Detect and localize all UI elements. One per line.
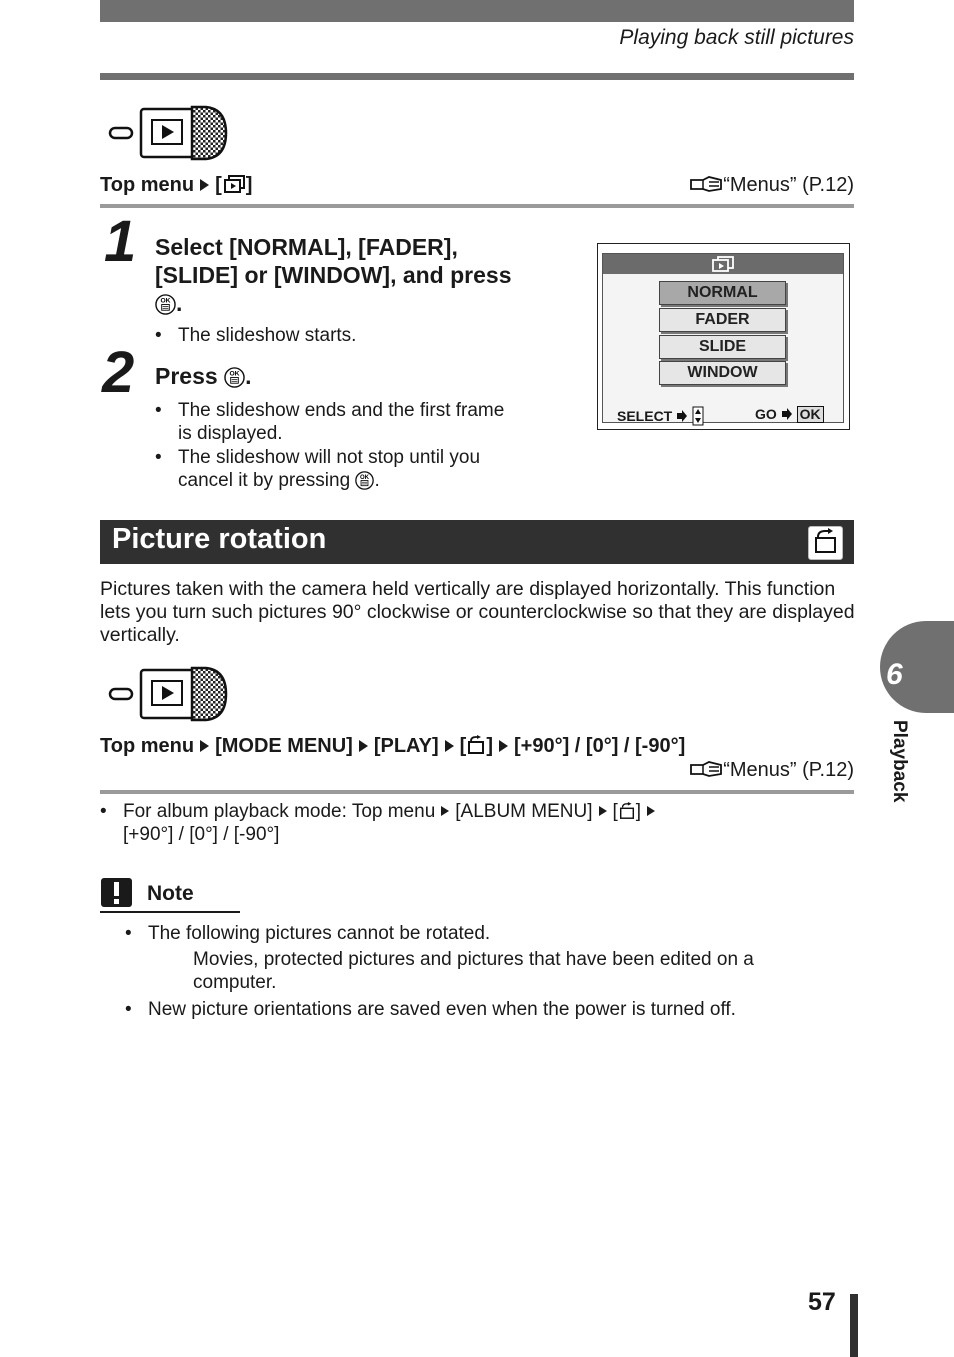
step-number: 1 — [104, 209, 137, 274]
chapter-number: 6 — [886, 658, 903, 691]
lcd-option-slide[interactable]: SLIDE — [659, 335, 786, 359]
slideshow-icon — [222, 174, 246, 194]
lcd-go-hint: GO OK — [755, 406, 824, 423]
section-rule — [100, 790, 854, 794]
step-number: 2 — [102, 340, 135, 405]
svg-text:OK: OK — [360, 474, 370, 481]
lcd-title-bar — [603, 254, 843, 274]
lcd-ok-key: OK — [797, 406, 824, 423]
rotate-icon — [618, 802, 636, 820]
header-title: Playing back still pictures — [619, 26, 854, 49]
header-rule — [100, 73, 854, 80]
slideshow-menu-path: Top menu [ ] — [100, 174, 253, 196]
arrow-right-icon — [676, 410, 688, 422]
arrow-right-icon — [200, 179, 209, 191]
arrow-right-icon — [781, 408, 793, 420]
list-item: • The slideshow starts. — [155, 325, 357, 346]
header-bar — [100, 0, 854, 22]
note-warning-icon — [101, 878, 132, 907]
chapter-label: Playback — [889, 720, 910, 803]
step-title: Select [NORMAL], [FADER], [SLIDE] or [WINDOW], and press OK . — [155, 234, 512, 316]
note-rule — [100, 911, 240, 913]
note-detail: Movies, protected pictures and pictures that have been edited on a computer. — [193, 949, 754, 993]
rotate-icon — [808, 526, 843, 560]
ok-button-icon — [155, 294, 176, 315]
arrow-right-icon — [359, 740, 368, 752]
section-rule — [100, 204, 854, 208]
menus-reference: “Menus” (P.12) — [689, 174, 854, 197]
lcd-option-normal[interactable]: NORMAL — [659, 281, 786, 305]
lcd-option-window[interactable]: WINDOW — [659, 361, 786, 385]
slideshow-icon — [710, 255, 736, 273]
lcd-menu-screen — [597, 243, 850, 430]
ok-button-icon — [355, 471, 374, 490]
note-heading: Note — [147, 882, 194, 905]
list-item: • The following pictures cannot be rotated. — [125, 923, 491, 944]
up-down-arrows-icon — [692, 406, 704, 426]
list-item: • The slideshow ends and the first frame is displayed. — [155, 400, 505, 444]
menus-reference: “Menus” (P.12) — [689, 759, 854, 782]
list-item: • New picture orientations are saved even when the power is turned off. — [125, 999, 736, 1020]
page-number-bar — [850, 1294, 858, 1357]
svg-text:OK: OK — [229, 370, 240, 378]
svg-text:OK: OK — [160, 297, 171, 305]
reference-hand-icon — [689, 759, 723, 779]
arrow-right-icon — [599, 806, 607, 816]
playback-mode-dial-icon — [108, 105, 238, 161]
step-title: Press OK . — [155, 363, 252, 389]
page-number: 57 — [808, 1288, 836, 1316]
lcd-option-fader[interactable]: FADER — [659, 308, 786, 332]
arrow-right-icon — [647, 806, 655, 816]
arrow-right-icon — [441, 806, 449, 816]
reference-hand-icon — [689, 174, 723, 194]
arrow-right-icon — [445, 740, 454, 752]
path-top-menu: Top menu — [100, 174, 195, 196]
section-title: Picture rotation — [112, 523, 327, 555]
rotation-menu-path: Top menu [MODE MENU] [PLAY] [ ] [+90°] / [0°] / [-90°] — [100, 735, 686, 757]
arrow-right-icon — [200, 740, 209, 752]
rotate-icon — [466, 735, 486, 755]
arrow-right-icon — [499, 740, 508, 752]
list-item: • For album playback mode: Top menu [ALBUM MENU] [ ] [+90°] / [0°] / [-90°] — [100, 800, 820, 846]
list-item: • The slideshow will not stop until you cancel it by pressing OK . — [155, 447, 481, 491]
lcd-menu-panel — [602, 253, 844, 423]
playback-mode-dial-icon — [108, 666, 238, 722]
lcd-select-hint: SELECT — [617, 406, 704, 426]
section-paragraph: Pictures taken with the camera held vertically are displayed horizontally. This function lets you turn such pictures 90° clockwise or counterclockwise so that they are displayed vertically. — [100, 578, 855, 646]
ok-button-icon — [224, 367, 245, 388]
